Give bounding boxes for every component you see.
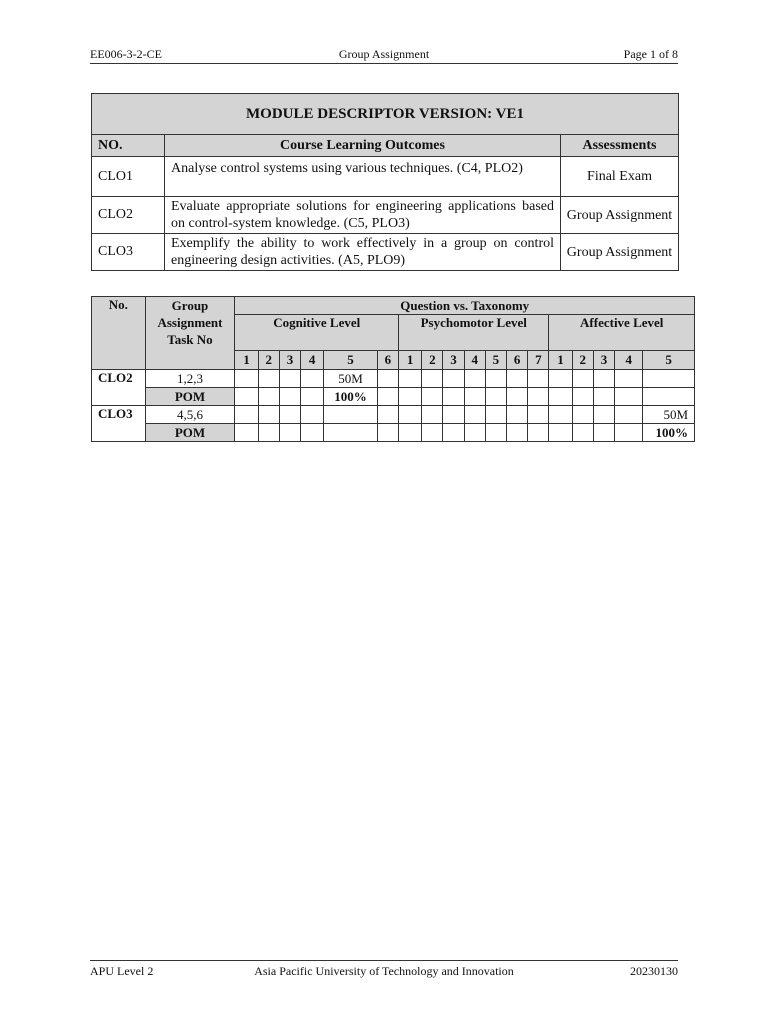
cog-level-1: 1	[235, 351, 258, 370]
clo-assessment: Group Assignment	[561, 197, 679, 234]
col-outcomes-header: Course Learning Outcomes	[165, 135, 561, 157]
clo-description: Analyse control systems using various techniques. (C4, PLO2)	[165, 157, 561, 197]
aff-level-2: 2	[572, 351, 593, 370]
cog-level-6: 6	[377, 351, 398, 370]
clo3-pom-value: 100%	[643, 424, 695, 442]
cognitive-level-header: Cognitive Level	[235, 315, 399, 351]
psy-level-7: 7	[528, 351, 549, 370]
clo2-label: CLO2	[92, 370, 146, 406]
doc-date: 20230130	[630, 964, 678, 978]
clo2-marks: 50M	[324, 370, 378, 388]
aff-level-3: 3	[593, 351, 614, 370]
module-descriptor-table	[91, 93, 679, 271]
aff-level-5: 5	[643, 351, 695, 370]
clo3-label: CLO3	[92, 406, 146, 442]
psy-level-1: 1	[399, 351, 422, 370]
clo-assessment: Group Assignment	[561, 234, 679, 271]
clo-description: Exemplify the ability to work effectively in a group on control engineering design activities. (A5, PLO9)	[165, 234, 561, 271]
col-no-header: No.	[92, 297, 146, 370]
clo2-pom-label: POM	[145, 388, 235, 406]
cog-level-4: 4	[301, 351, 324, 370]
table-row	[92, 234, 679, 271]
clo-id: CLO3	[92, 234, 165, 271]
aff-level-1: 1	[549, 351, 572, 370]
taxonomy-table	[91, 296, 695, 442]
university-name: Asia Pacific University of Technology and Innovation	[254, 964, 514, 978]
affective-level-header: Affective Level	[549, 315, 695, 351]
clo3-tasks: 4,5,6	[145, 406, 235, 424]
aff-level-4: 4	[615, 351, 643, 370]
document-title: Group Assignment	[338, 47, 430, 61]
psy-level-5: 5	[485, 351, 506, 370]
psy-level-6: 6	[507, 351, 528, 370]
taxonomy-title: Question vs. Taxonomy	[235, 297, 695, 315]
col-task-header: Group Assignment Task No	[145, 297, 235, 370]
clo3-marks: 50M	[643, 406, 695, 424]
col-no-header: NO.	[92, 135, 165, 157]
cog-level-2: 2	[258, 351, 279, 370]
page-footer	[90, 960, 678, 981]
table-row	[92, 370, 695, 388]
cog-level-5: 5	[324, 351, 378, 370]
psy-level-2: 2	[422, 351, 443, 370]
table-row	[92, 197, 679, 234]
clo2-pom-value: 100%	[324, 388, 378, 406]
clo2-tasks: 1,2,3	[145, 370, 235, 388]
level-label: APU Level 2	[90, 964, 154, 978]
col-assessments-header: Assessments	[561, 135, 679, 157]
cog-level-3: 3	[279, 351, 300, 370]
table-row	[92, 157, 679, 197]
module-code: EE006-3-2-CE	[90, 47, 162, 61]
table-row	[92, 388, 695, 406]
descriptor-title: MODULE DESCRIPTOR VERSION: VE1	[92, 94, 679, 135]
table-row	[92, 406, 695, 424]
psychomotor-level-header: Psychomotor Level	[399, 315, 549, 351]
table-row	[92, 424, 695, 442]
clo-id: CLO1	[92, 157, 165, 197]
page-number: Page 1 of 8	[623, 47, 678, 61]
psy-level-4: 4	[464, 351, 485, 370]
clo3-pom-label: POM	[145, 424, 235, 442]
clo-assessment: Final Exam	[561, 157, 679, 197]
psy-level-3: 3	[443, 351, 464, 370]
page-header	[90, 45, 678, 64]
clo-id: CLO2	[92, 197, 165, 234]
clo-description: Evaluate appropriate solutions for engineering applications based on control-system knowledge. (C5, PLO3)	[165, 197, 561, 234]
